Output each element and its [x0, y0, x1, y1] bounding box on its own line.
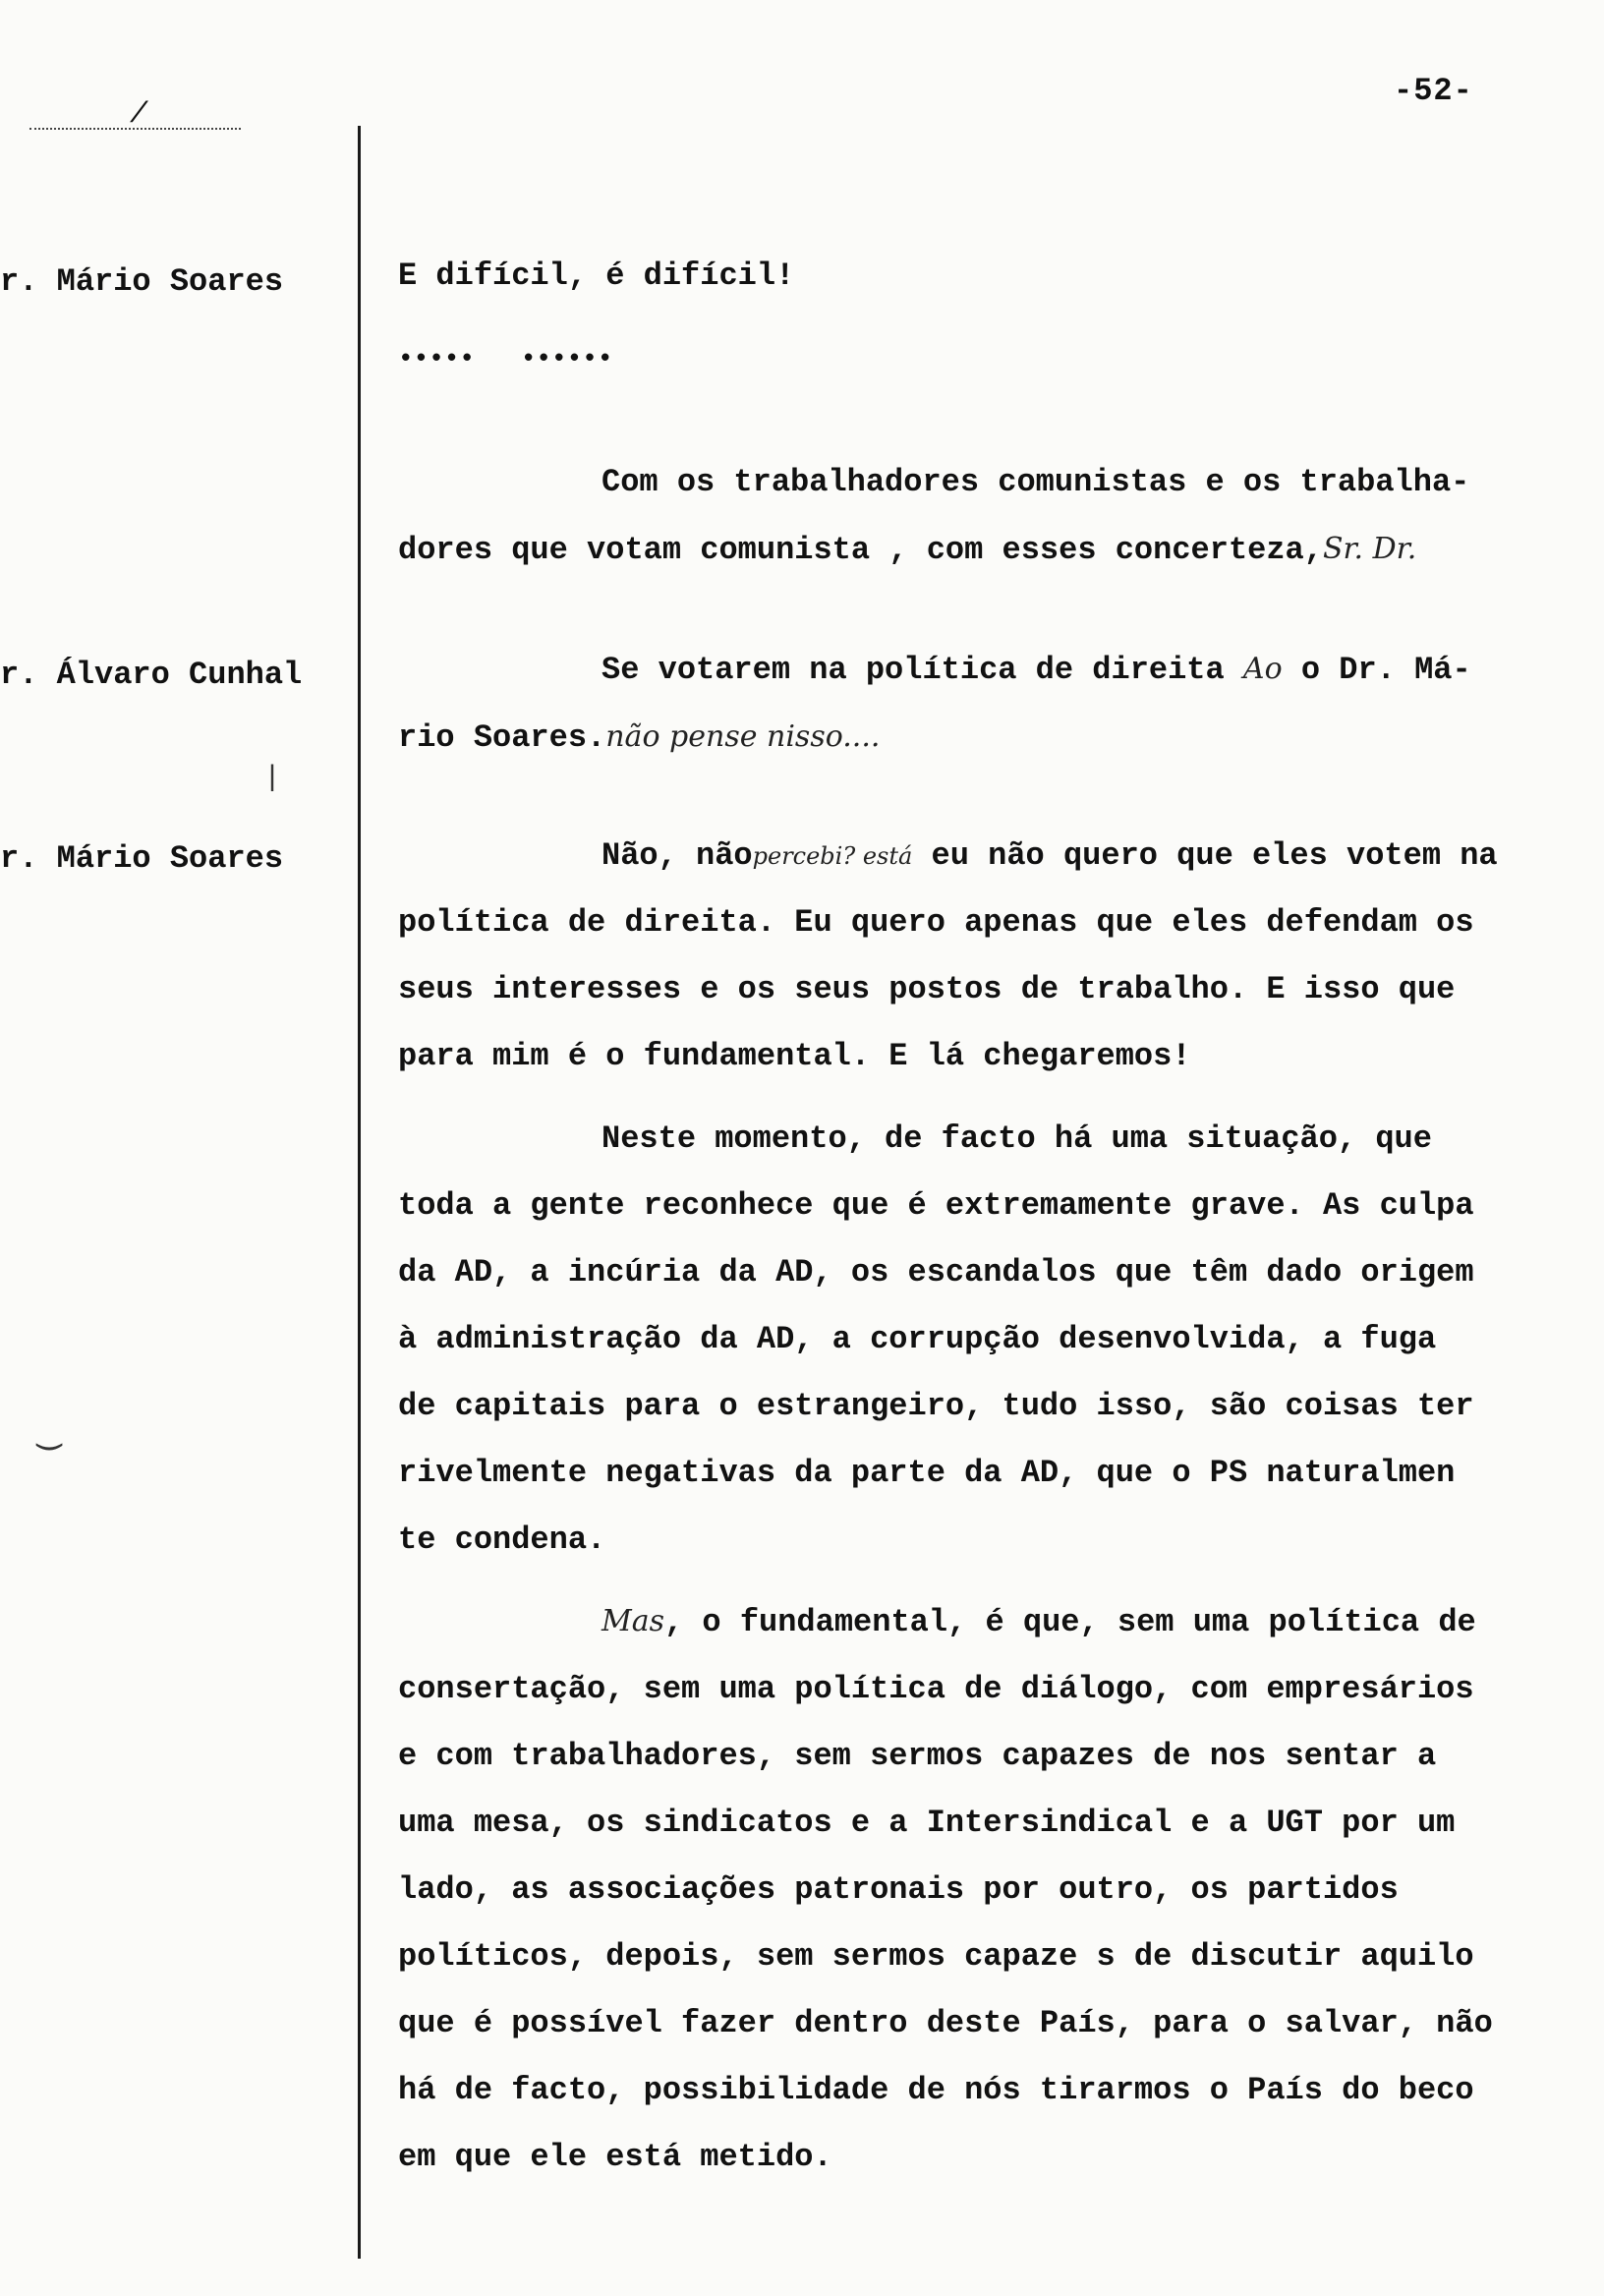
- line-text: dores que votam comunista , com esses concerteza,: [398, 532, 1323, 568]
- text-line: política de direita. Eu quero apenas que eles defendam os: [398, 904, 1474, 941]
- text-line: que é possível fazer dentro deste País, para o salvar, não: [398, 2005, 1493, 2041]
- handwritten-note: percebi? está: [752, 842, 913, 870]
- line-text: Se votarem na política de direita: [602, 652, 1225, 688]
- handwritten-note: Mas: [602, 1604, 664, 1638]
- speaker-label: r. Mário Soares: [0, 263, 284, 300]
- speaker-label: r. Álvaro Cunhal: [0, 657, 303, 693]
- text-line: te condena.: [398, 1521, 606, 1558]
- pen-tick: |: [263, 762, 282, 795]
- pen-curve: ‿: [37, 1409, 62, 1454]
- text-line: rivelmente negativas da parte da AD, que o PS naturalmen: [398, 1455, 1456, 1491]
- text-line: [602, 1604, 1476, 1640]
- text-line: de capitais para o estrangeiro, tudo isso, são coisas ter: [398, 1388, 1474, 1424]
- text-line: ••••• ••••••: [398, 344, 613, 373]
- text-line: seus interesses e os seus postos de trabalho. E isso que: [398, 971, 1456, 1007]
- handwritten-note: Ao: [1242, 652, 1283, 686]
- text-line: à administração da AD, a corrupção desenvolvida, a fuga: [398, 1321, 1437, 1357]
- line-text: o Dr. Má-: [1300, 652, 1471, 688]
- handwritten-note: não pense nisso....: [605, 719, 881, 754]
- line-text: Não, não: [602, 837, 753, 874]
- text-line: Neste momento, de facto há uma situação, que: [602, 1120, 1432, 1157]
- handwritten-note: Sr. Dr.: [1322, 532, 1417, 566]
- speaker-label: r. Mário Soares: [0, 840, 284, 877]
- margin-divider: [358, 126, 361, 2259]
- text-line: para mim é o fundamental. E lá chegaremos!: [398, 1038, 1191, 1074]
- text-line: políticos, depois, sem sermos capaze s de discutir aquilo: [398, 1938, 1474, 1975]
- text-line: [602, 837, 1498, 874]
- text-line: [602, 652, 1471, 688]
- text-line: uma mesa, os sindicatos e a Intersindical e a UGT por um: [398, 1805, 1456, 1841]
- text-line: lado, as associações patronais por outro, os partidos: [398, 1871, 1399, 1908]
- text-line: Com os trabalhadores comunistas e os trabalha-: [602, 464, 1470, 500]
- line-text: eu não quero que eles votem na: [931, 837, 1498, 874]
- text-line: da AD, a incúria da AD, os escandalos que têm dado origem: [398, 1254, 1474, 1291]
- text-line: há de facto, possibilidade de nós tirarmos o País do beco: [398, 2072, 1474, 2108]
- text-line: [398, 532, 1416, 568]
- text-line: E difícil, é difícil!: [398, 258, 795, 294]
- text-line: [398, 719, 880, 756]
- signature-slash: /: [130, 98, 148, 132]
- text-line: em que ele está metido.: [398, 2139, 832, 2175]
- text-line: e com trabalhadores, sem sermos capazes de nos sentar a: [398, 1738, 1437, 1774]
- text-line: toda a gente reconhece que é extremamente grave. As culpa: [398, 1187, 1474, 1224]
- line-text: , o fundamental, é que, sem uma política de: [664, 1604, 1476, 1640]
- page-number: -52-: [1394, 73, 1473, 109]
- text-line: consertação, sem uma política de diálogo, com empresários: [398, 1671, 1474, 1707]
- line-text: rio Soares.: [398, 719, 606, 756]
